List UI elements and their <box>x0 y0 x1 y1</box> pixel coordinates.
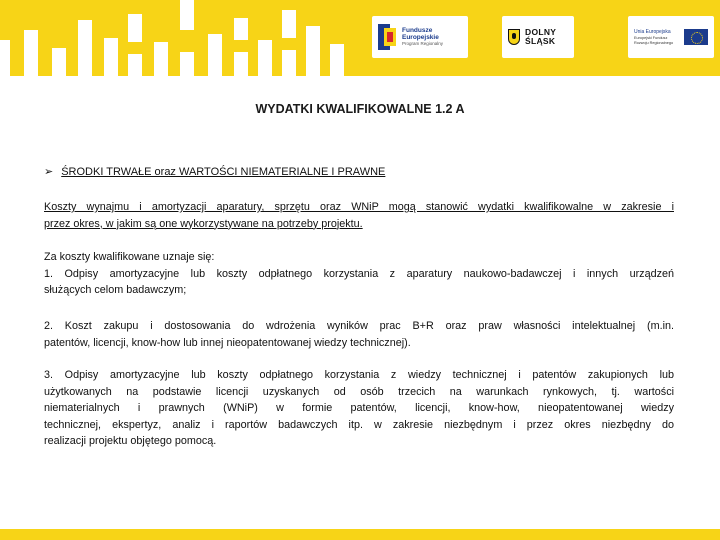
section-heading <box>44 165 385 178</box>
eu-flag-icon <box>684 29 708 45</box>
paragraph-item-3 <box>44 367 674 450</box>
paragraph-line: Za koszty kwalifikowane uznaje się: <box>44 251 215 263</box>
decor-block <box>258 40 272 76</box>
decor-block <box>208 34 222 76</box>
fundusze-emblem-icon <box>378 24 396 50</box>
decor-block <box>282 10 296 38</box>
paragraph-line: użytkowanych na podstawie licencji uzyskanych od osób trzecich na warunkach rynkowych, tj. wartości <box>44 385 674 398</box>
logo-text: Unia Europejska <box>634 29 671 35</box>
decor-block <box>234 52 248 76</box>
paragraph-line: patentów, licencji, know-how lub innej nieopatentowanej wiedzy technicznej). <box>44 336 411 349</box>
paragraph-line: realizacji projektu objętego pomocą. <box>44 435 217 447</box>
logo-text: ŚLĄSK <box>525 36 556 46</box>
decor-block <box>154 42 168 76</box>
paragraph-line: technicznej, ekspertyz, analiz i raportów badawczych itp. w zakresie niezbędnym i przez okres niezbędny do <box>44 418 674 431</box>
paragraph-line: niematerialnych i prawnych (WNiP) w formie patentów, licencji, know-how, nieopatentowanej wiedzy <box>44 402 674 414</box>
fundusze-europejskie-logo <box>372 16 468 58</box>
unia-europejska-logo <box>628 16 714 58</box>
decor-block <box>52 48 66 76</box>
paragraph-line: przez okres, w jakim są one wykorzystywane na potrzeby projektu. <box>44 217 363 230</box>
paragraph-eligible-costs <box>44 249 674 299</box>
decor-block <box>282 50 296 76</box>
decor-block <box>128 14 142 42</box>
logo-text: DOLNY <box>525 27 557 37</box>
paragraph-line: 1. Odpisy amortyzacyjne lub koszty odpłatnego korzystania z aparatury naukowo-badawczej i innych urządzeń <box>44 267 674 280</box>
section-heading-text: ŚRODKI TRWAŁE oraz WARTOŚCI NIEMATERIALNE I PRAWNE <box>61 165 386 178</box>
page-title: WYDATKI KWALIFIKOWALNE 1.2 A <box>255 102 465 116</box>
dolny-slask-logo <box>502 16 574 58</box>
eagle-crest-icon <box>508 29 520 45</box>
header-banner <box>0 0 720 76</box>
paragraph-line: Koszty wynajmu i amortyzacji aparatury, sprzętu oraz WNiP mogą stanowić wydatki kwalifikowalne w zakresie i <box>44 201 674 213</box>
paragraph-line: 3. Odpisy amortyzacyjne lub koszty odpłatnego korzystania z wiedzy technicznej i patentów zakupionych lub <box>44 369 674 381</box>
decor-block <box>24 30 38 76</box>
footer-bar <box>0 529 720 540</box>
logo-text: Rozwoju Regionalnego <box>634 40 674 45</box>
logo-text: Program Regionalny <box>402 41 444 46</box>
paragraph-line: służących celom badawczym; <box>44 284 187 296</box>
paragraph-line: 2. Koszt zakupu i dostosowania do wdrożenia wyników prac B+R oraz praw własności intelektualnej (m.in. <box>44 320 674 332</box>
logo-text: Fundusze <box>402 27 433 34</box>
decor-block <box>104 38 118 76</box>
decor-block <box>330 44 344 76</box>
paragraph-intro <box>44 199 674 232</box>
decor-block <box>128 54 142 76</box>
decor-block <box>234 18 248 40</box>
decor-block <box>78 20 92 76</box>
arrow-bullet-icon: ➢ <box>44 166 54 178</box>
logo-text: Europejski Fundusz <box>634 36 668 40</box>
decor-block <box>180 52 194 76</box>
logo-text: Europejskie <box>402 34 439 41</box>
decor-block <box>180 0 194 30</box>
paragraph-item-2 <box>44 318 674 351</box>
decor-block <box>0 40 10 76</box>
decor-block <box>306 26 320 76</box>
